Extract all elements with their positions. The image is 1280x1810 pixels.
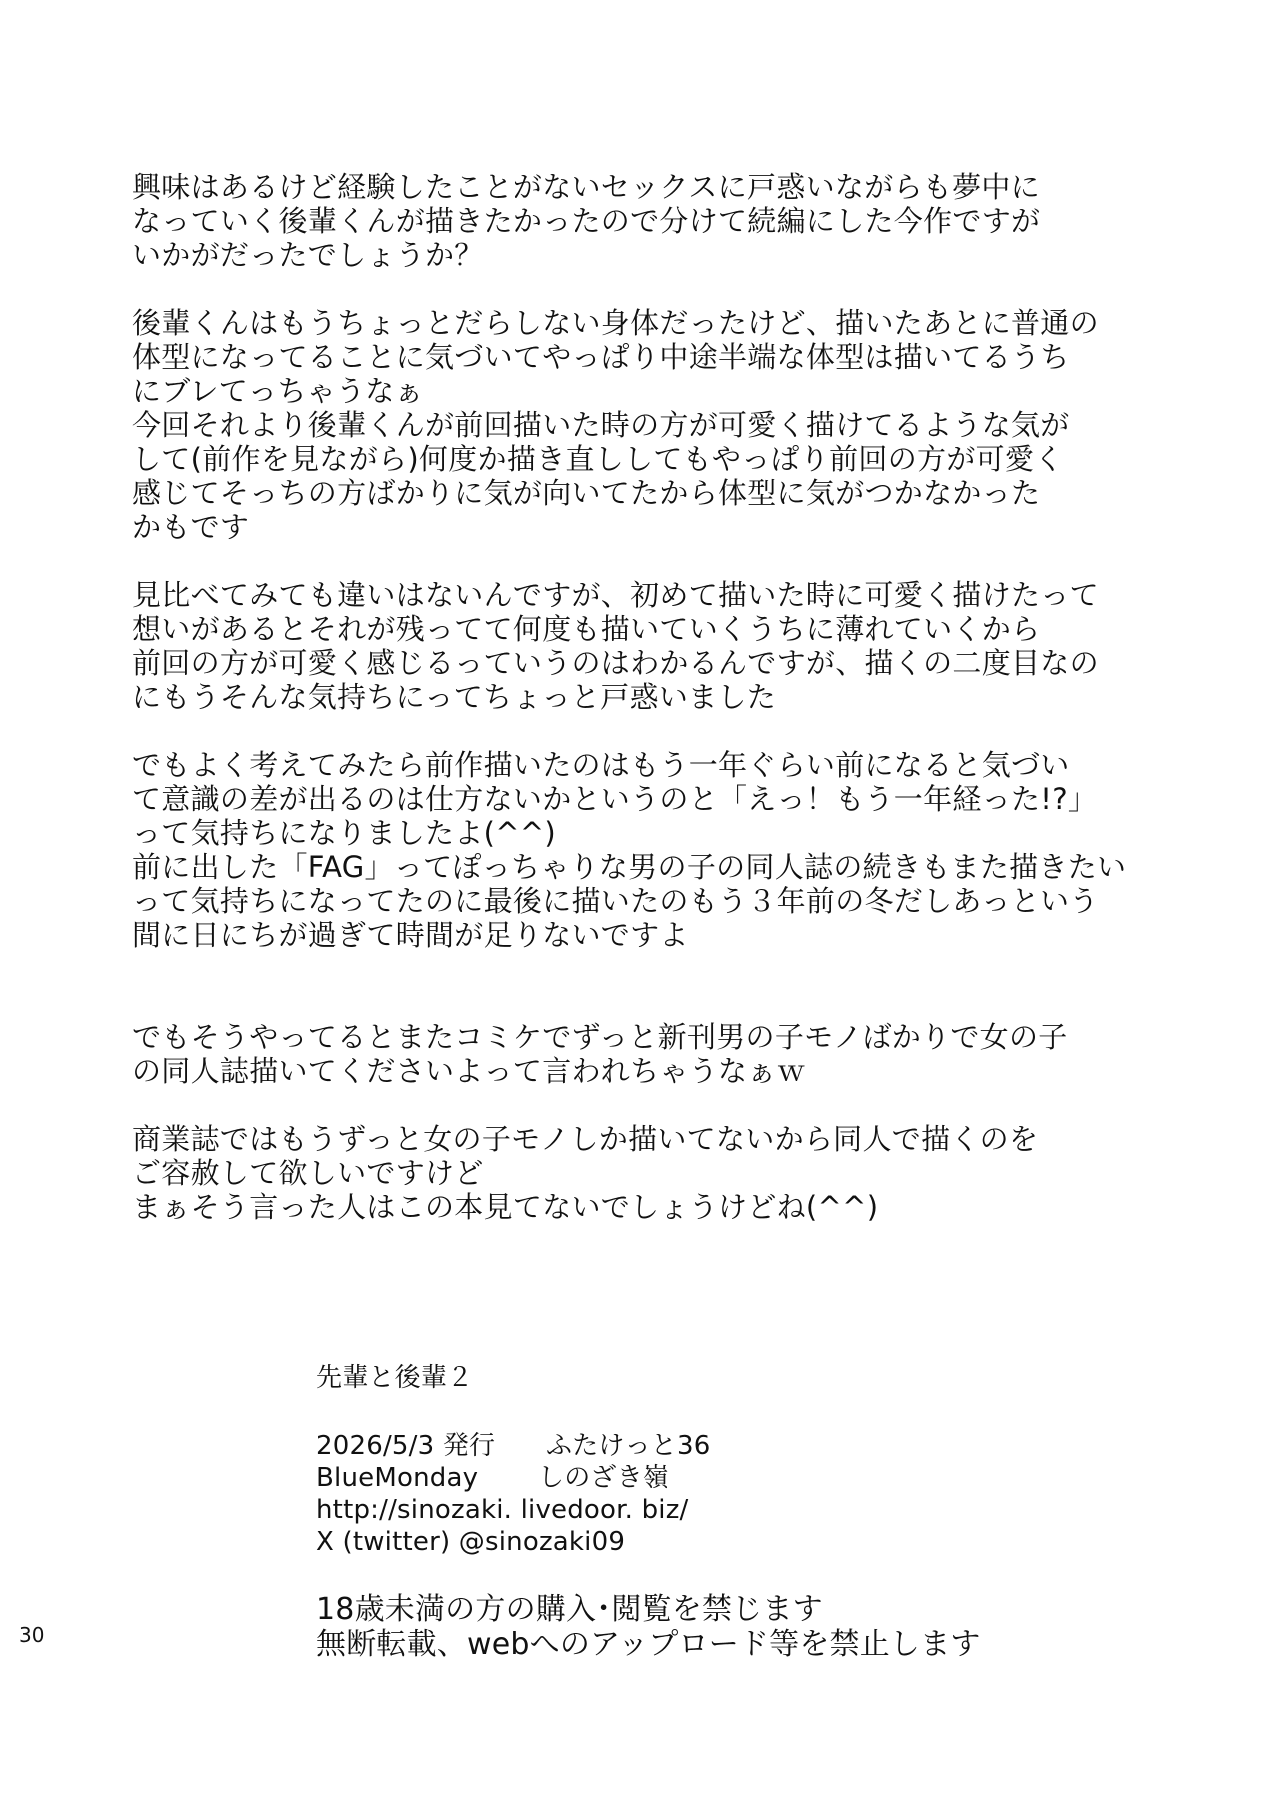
afterword-paragraph-4	[132, 748, 1172, 952]
text-line: 想いがあるとそれが残ってて何度も描いていくうちに薄れていくから	[132, 612, 1041, 646]
text-line: 後輩くんはもうちょっとだらしない身体だったけど、描いたあとに普通の	[132, 306, 1099, 340]
text-line: 感じてそっちの方ばかりに気が向いてたから体型に気がつかなかった	[132, 476, 1041, 510]
social-handle: X (twitter) @sinozaki09	[316, 1527, 626, 1557]
text-line: でもそうやってるとまたコミケでずっと新刊男の子モノばかりで女の子	[132, 1020, 1068, 1054]
event-name: ふたけっと36	[546, 1431, 711, 1461]
afterword-paragraph-2	[132, 306, 1172, 544]
reprint-notice: 無断転載、webへのアップロード等を禁止します	[316, 1627, 981, 1662]
text-line: の同人誌描いてくださいよって言われちゃうなぁｗ	[132, 1054, 806, 1088]
text-line: って気持ちになってたのに最後に描いたのもう３年前の冬だしあっという	[132, 884, 1099, 918]
publication-date: 2026/5/3 発行	[316, 1431, 496, 1461]
text-line: 興味はあるけど経験したことがないセックスに戸惑いながらも夢中に	[132, 170, 1041, 204]
text-line: て意識の差が出るのは仕方ないかというのと「えっ！もう一年経った!?」	[132, 782, 1098, 816]
colophon	[316, 1362, 1076, 1662]
afterword-paragraph-1	[132, 170, 1172, 272]
text-line: 商業誌ではもうずっと女の子モノしか描いてないから同人で描くのを	[132, 1122, 1039, 1156]
text-line: って気持ちになりましたよ(^^)	[132, 816, 557, 850]
legal-notices	[316, 1592, 1076, 1662]
text-line: 体型になってることに気づいてやっぱり中途半端な体型は描いてるうち	[132, 340, 1070, 374]
author-url: http://sinozaki. livedoor. biz/	[316, 1495, 689, 1525]
text-line: まぁそう言った人はこの本見てないでしょうけどね(^^)	[132, 1190, 879, 1224]
page-number: 30	[19, 1623, 45, 1647]
circle-name: BlueMonday	[316, 1463, 479, 1493]
text-line: 見比べてみても違いはないんですが、初めて描いた時に可愛く描けたって	[132, 578, 1099, 612]
text-line: ご容赦して欲しいですけど	[132, 1156, 484, 1190]
text-line: 前回の方が可愛く感じるっていうのはわかるんですが、描くの二度目なの	[132, 646, 1099, 680]
text-line: なっていく後輩くんが描きたかったので分けて続編にした今作ですが	[132, 204, 1041, 238]
text-line: かもです	[132, 510, 250, 544]
text-line: して(前作を見ながら)何度か描き直ししてもやっぱり前回の方が可愛く	[132, 442, 1064, 476]
publication-row	[316, 1430, 1076, 1462]
afterword-paragraph-6	[132, 1122, 1172, 1224]
text-line: でもよく考えてみたら前作描いたのはもう一年ぐらい前になると気づい	[132, 748, 1070, 782]
text-line: にブレてっちゃうなぁ	[132, 374, 424, 408]
circle-row	[316, 1462, 1076, 1494]
author-name: しのざき嶺	[538, 1463, 670, 1493]
text-line: 間に日にちが過ぎて時間が足りないですよ	[132, 918, 689, 952]
afterword-paragraph-3	[132, 578, 1172, 714]
text-line: 今回それより後輩くんが前回描いた時の方が可愛く描けてるような気が	[132, 408, 1070, 442]
afterword-text	[132, 170, 1172, 1224]
afterword-paragraph-5	[132, 1020, 1172, 1088]
book-title: 先輩と後輩２	[316, 1363, 474, 1393]
text-line: 前に出した「FAG」ってぽっちゃりな男の子の同人誌の続きもまた描きたい	[132, 850, 1127, 884]
text-line: いかがだったでしょうか？	[132, 238, 484, 272]
text-line: にもうそんな気持ちにってちょっと戸惑いました	[132, 680, 777, 714]
age-notice: 18歳未満の方の購入･閲覧を禁じます	[316, 1592, 823, 1627]
